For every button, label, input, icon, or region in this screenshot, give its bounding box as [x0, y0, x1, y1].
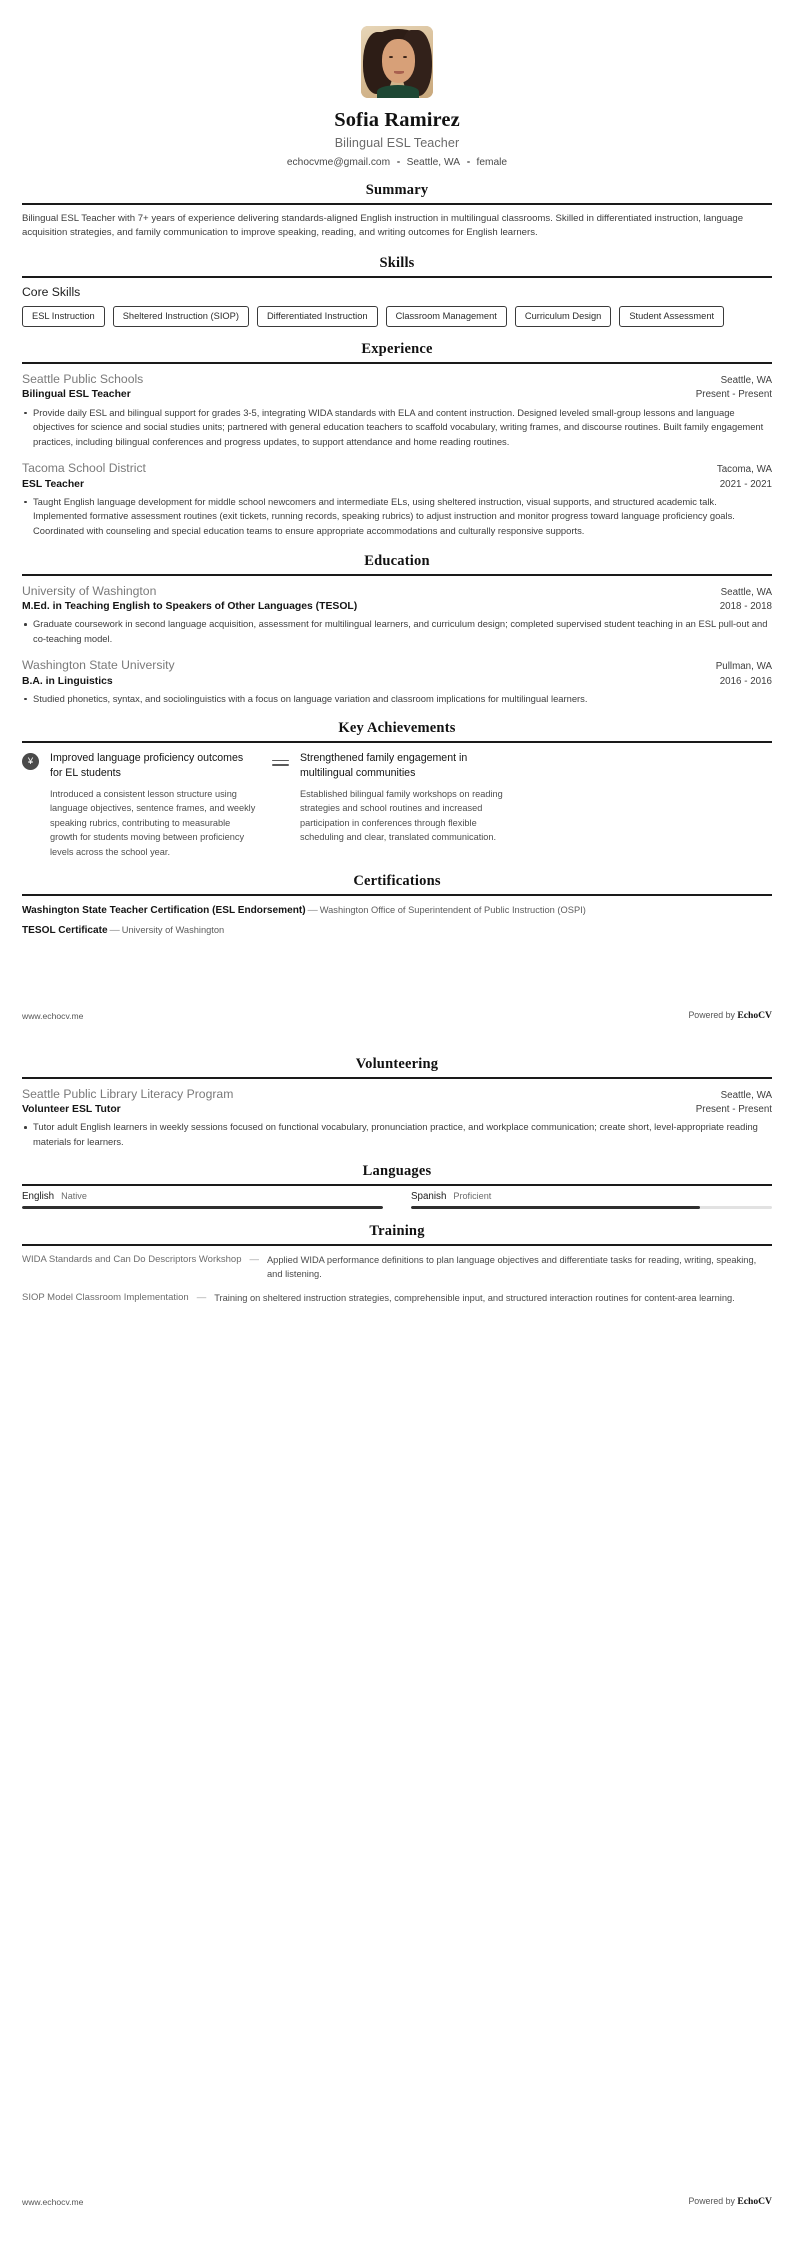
brand-name: EchoCV — [737, 2196, 772, 2207]
volunteering-entry — [22, 1086, 772, 1150]
footer-website[interactable]: www.echocv.me — [22, 1010, 84, 1021]
training-name: SIOP Model Classroom Implementation — [22, 1291, 189, 1303]
entry-organization: University of Washington — [22, 583, 157, 598]
entry-bullets — [22, 617, 772, 646]
skill-chip: Student Assessment — [619, 306, 724, 327]
footer-brand — [688, 1010, 772, 1021]
skill-chip: Sheltered Instruction (SIOP) — [113, 306, 249, 327]
bullet-item: Provide daily ESL and bilingual support for grades 3-5, integrating WIDA standards with ELA and content instruction. Designed leveled small-group lessons and language objectives for science and social studies units; partnered with general education teachers to scaffold vocabulary, writing frames, and discourse routines. Built family engagement practices, including bilingual conferences and progress updates, to support attendance and home reading routines. — [22, 406, 772, 450]
certification-item — [22, 923, 772, 938]
section-title-certifications: Certifications — [353, 873, 441, 890]
language-level: Proficient — [453, 1191, 492, 1202]
entry-organization: Tacoma School District — [22, 461, 146, 476]
entry-bullets — [22, 406, 772, 450]
training-item — [22, 1291, 772, 1305]
dash-separator: — — [307, 905, 318, 917]
section-title-experience: Experience — [361, 341, 433, 357]
section-volunteering — [22, 1056, 772, 1150]
skill-chip: Differentiated Instruction — [257, 306, 378, 327]
achievement-description: Introduced a consistent lesson structure using language objectives, sentence frames, and weekly speaking rubrics, contributing to measurable growth for students moving between proficiency levels across the school year. — [50, 788, 256, 857]
section-title-languages: Languages — [362, 1163, 432, 1180]
certification-issuer: Washington Office of Superintendent of Public Instruction (OSPI) — [319, 905, 586, 916]
entry-location: Seattle, WA — [720, 375, 772, 386]
footer-website[interactable]: www.echocv.me — [22, 2196, 84, 2207]
section-key-achievements — [22, 720, 772, 859]
skill-chip-list — [22, 306, 772, 327]
section-education — [22, 553, 772, 707]
entry-location: Tacoma, WA — [716, 464, 772, 476]
entry-location: Seattle, WA — [720, 1089, 772, 1101]
achievement-description: Established bilingual family workshops on reading strategies and school routines and increased participation in conferences through flexible scheduling and clear, translated communication. — [299, 788, 503, 843]
language-item — [411, 1191, 772, 1209]
achievement-title: Improved language proficiency outcomes for EL students — [50, 752, 244, 779]
entry-bullets — [22, 692, 772, 707]
dash-separator: — — [249, 1253, 259, 1265]
entry-organization: Seattle Public Schools — [22, 372, 144, 386]
section-training — [22, 1223, 772, 1305]
footer-powered-by-label: Powered by — [688, 1010, 738, 1020]
certification-name: Washington State Teacher Certification (ESL Endorsement) — [22, 905, 306, 917]
equals-lines-icon — [272, 753, 289, 770]
bullet-item: Tutor adult English learners in weekly sessions focused on functional vocabulary, pronunciation practice, and workplace communication; create short, level-appropriate reading materials for learners. — [22, 1120, 772, 1149]
section-title-summary: Summary — [365, 181, 429, 198]
footer-brand — [688, 2196, 772, 2207]
section-summary — [22, 182, 772, 241]
section-title-key-achievements: Key Achievements — [338, 720, 456, 737]
language-name: English — [22, 1191, 55, 1203]
training-item — [22, 1253, 772, 1282]
section-title-training: Training — [369, 1222, 425, 1239]
achievement-item — [272, 751, 522, 859]
page-footer — [0, 1010, 794, 1021]
contact-location: Seattle, WA — [406, 156, 461, 168]
footer-powered-by-label: Powered by — [688, 2196, 738, 2206]
entry-dates: 2021 - 2021 — [719, 478, 772, 490]
training-name: WIDA Standards and Can Do Descriptors Workshop — [22, 1253, 242, 1265]
entry-organization: Washington State University — [22, 658, 175, 673]
skill-chip: Classroom Management — [386, 306, 507, 327]
entry-bullets — [22, 1120, 772, 1149]
entry-role: Bilingual ESL Teacher — [22, 389, 131, 401]
entry-degree: M.Ed. in Teaching English to Speakers of Other Languages (TESOL) — [22, 601, 358, 613]
page-footer — [0, 2196, 794, 2207]
achievement-item — [22, 751, 272, 859]
certification-issuer: University of Washington — [121, 925, 225, 936]
section-title-volunteering: Volunteering — [355, 1055, 439, 1072]
dash-separator: — — [196, 1291, 207, 1303]
section-experience — [22, 341, 772, 539]
separator-dot-icon — [397, 161, 400, 164]
currency-circle-icon: ¥ — [22, 753, 39, 770]
certification-name: TESOL Certificate — [22, 925, 108, 937]
section-languages — [22, 1163, 772, 1209]
resume-header — [22, 0, 772, 168]
education-entry — [22, 583, 772, 647]
job-headline: Bilingual ESL Teacher — [334, 135, 460, 150]
skill-group-label: Core Skills — [22, 284, 81, 299]
entry-degree: B.A. in Linguistics — [22, 675, 113, 687]
entry-role: Volunteer ESL Tutor — [22, 1104, 121, 1116]
language-item — [22, 1191, 383, 1209]
entry-location: Seattle, WA — [720, 586, 772, 598]
summary-text: Bilingual ESL Teacher with 7+ years of experience delivering standards-aligned English instruction in multilingual classrooms. Skilled in differentiated instruction, language acquisition strategies, and family communication to improve speaking, reading, and writing outcomes for English learners. — [22, 212, 744, 239]
achievement-spacer — [522, 751, 772, 859]
entry-dates: Present - Present — [695, 1104, 772, 1116]
section-skills — [22, 255, 772, 327]
skill-chip: Curriculum Design — [515, 306, 611, 327]
language-level: Native — [61, 1191, 87, 1202]
entry-organization: Seattle Public Library Literacy Program — [22, 1086, 234, 1101]
training-description: Applied WIDA performance definitions to plan language objectives and differentiate tasks for reading, writing, speaking, and listening. — [266, 1254, 757, 1280]
separator-dot-icon — [467, 161, 470, 164]
language-progress-bar — [411, 1206, 772, 1209]
contact-line — [22, 157, 772, 168]
bullet-item: Graduate coursework in second language acquisition, assessment for multilingual learners, and curriculum design; completed supervised student teaching in an ESL pull-out and co-teaching model. — [22, 617, 772, 646]
page-title: Sofia Ramirez — [334, 109, 460, 131]
entry-dates: 2016 - 2016 — [719, 675, 772, 687]
entry-dates: Present - Present — [695, 389, 772, 401]
dash-separator: — — [109, 925, 120, 937]
language-name: Spanish — [411, 1191, 447, 1203]
section-title-skills: Skills — [379, 254, 415, 271]
language-progress-bar — [22, 1206, 383, 1209]
entry-role: ESL Teacher — [22, 478, 84, 490]
certification-item — [22, 903, 772, 918]
entry-bullets — [22, 495, 772, 539]
avatar — [361, 26, 433, 98]
section-title-education: Education — [364, 552, 430, 569]
bullet-item: Studied phonetics, syntax, and sociolinguistics with a focus on language variation and classroom implications for multilingual learners. — [22, 692, 772, 707]
contact-email[interactable]: echocvme@gmail.com — [286, 156, 391, 168]
experience-entry — [22, 460, 772, 538]
experience-entry — [22, 371, 772, 449]
section-certifications — [22, 873, 772, 938]
training-description: Training on sheltered instruction strategies, comprehensible input, and structured interaction routines for content-area learning. — [214, 1292, 735, 1303]
entry-location: Pullman, WA — [715, 661, 772, 673]
contact-gender: female — [476, 156, 508, 168]
skill-chip: ESL Instruction — [22, 306, 105, 327]
entry-dates: 2018 - 2018 — [719, 601, 772, 613]
bullet-item: Taught English language development for middle school newcomers and intermediate ELs, using sheltered instruction, visual supports, and structured academic talk. Implemented formative assessment routines (exit tickets, running records, speaking rubrics) to adjust instruction and monitor progress toward language proficiency goals. Coordinated with counseling and special education teams to ensure appropriate accommodations and culturally responsive supports. — [22, 495, 772, 539]
education-entry — [22, 657, 772, 706]
achievement-title: Strengthened family engagement in multilingual communities — [299, 752, 468, 779]
brand-name: EchoCV — [737, 1010, 772, 1021]
